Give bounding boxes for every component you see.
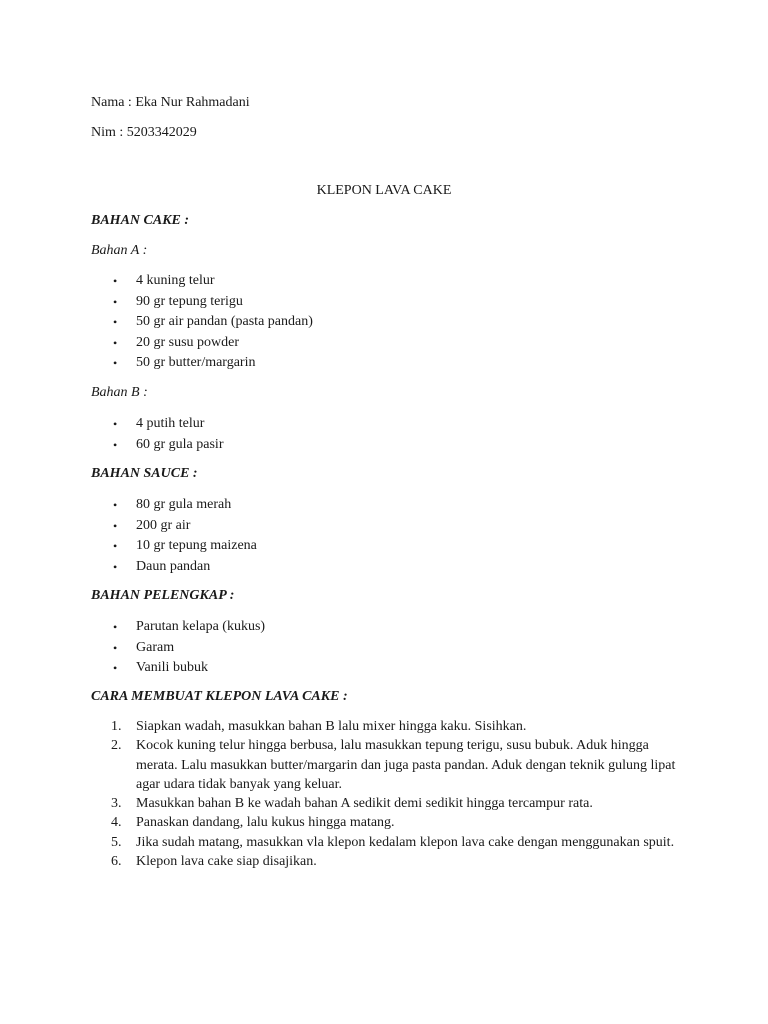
step-item bbox=[0, 717, 686, 736]
step-item bbox=[0, 833, 686, 852]
step-item bbox=[0, 852, 686, 871]
recipe-title: KLEPON LAVA CAKE bbox=[316, 183, 452, 198]
cara-membuat-heading: CARA MEMBUAT KLEPON LAVA CAKE : bbox=[91, 689, 348, 704]
bullet-icon: • bbox=[113, 356, 118, 370]
cara-membuat-steps bbox=[0, 717, 686, 871]
bahan-sauce-list bbox=[0, 495, 257, 577]
list-item bbox=[0, 292, 313, 313]
list-item-text: 20 gr susu powder bbox=[136, 334, 240, 350]
list-item-text: Daun pandan bbox=[136, 558, 211, 574]
list-item bbox=[0, 557, 257, 578]
list-item bbox=[0, 435, 223, 456]
step-item bbox=[0, 813, 686, 832]
student-name: Nama : Eka Nur Rahmadani bbox=[91, 95, 250, 110]
list-item bbox=[0, 658, 265, 679]
step-number: 6. bbox=[111, 854, 122, 870]
list-item-text: 10 gr tepung maizena bbox=[136, 538, 257, 553]
bahan-a-list bbox=[0, 271, 313, 374]
bahan-b-list bbox=[0, 414, 223, 455]
step-text: Jika sudah matang, masukkan vla klepon kedalam klepon lava cake dengan menggunakan spuit. bbox=[136, 834, 675, 850]
list-item-text: 200 gr air bbox=[136, 517, 191, 533]
bullet-icon: • bbox=[113, 437, 118, 452]
step-text: Kocok kuning telur hingga berbusa, lalu masukkan tepung terigu, susu bubuk. Aduk hingga merata. Lalu masukkan butter/margarin dan juga pasta pandan. Aduk dengan teknik gulung lipat agar udara tidak banyak yang keluar. bbox=[136, 738, 676, 792]
step-item bbox=[0, 736, 686, 794]
student-nim: Nim : 5203342029 bbox=[91, 125, 197, 140]
list-item-text: 4 putih telur bbox=[136, 416, 205, 431]
bullet-icon: • bbox=[113, 294, 118, 309]
bullet-icon: • bbox=[113, 335, 118, 350]
step-text: Klepon lava cake siap disajikan. bbox=[136, 854, 317, 870]
bahan-a-label: Bahan A : bbox=[91, 243, 148, 258]
step-item bbox=[0, 794, 686, 813]
bahan-pelengkap-heading: BAHAN PELENGKAP : bbox=[91, 588, 235, 603]
bullet-icon: • bbox=[113, 498, 118, 512]
list-item bbox=[0, 516, 257, 537]
list-item-text: Vanili bubuk bbox=[136, 660, 208, 675]
bullet-icon: • bbox=[113, 620, 118, 634]
bullet-icon: • bbox=[113, 518, 118, 533]
step-text: Siapkan wadah, masukkan bahan B lalu mixer hingga kaku. Sisihkan. bbox=[136, 719, 527, 734]
list-item bbox=[0, 617, 265, 638]
list-item-text: 50 gr butter/margarin bbox=[136, 355, 256, 370]
step-text: Masukkan bahan B ke wadah bahan A sedikit demi sedikit hingga tercampur rata. bbox=[136, 796, 593, 812]
list-item bbox=[0, 638, 265, 659]
bullet-icon: • bbox=[113, 661, 118, 675]
step-number: 3. bbox=[111, 796, 122, 812]
step-number: 4. bbox=[111, 815, 122, 831]
list-item bbox=[0, 536, 257, 557]
list-item-text: 50 gr air pandan (pasta pandan) bbox=[136, 314, 313, 329]
list-item bbox=[0, 414, 223, 435]
list-item-text: 80 gr gula merah bbox=[136, 497, 232, 512]
bullet-icon: • bbox=[113, 315, 118, 329]
bullet-icon: • bbox=[113, 274, 118, 288]
list-item bbox=[0, 353, 313, 374]
bullet-icon: • bbox=[113, 559, 118, 574]
step-number: 5. bbox=[111, 834, 122, 850]
step-number: 1. bbox=[111, 719, 122, 734]
bahan-sauce-heading: BAHAN SAUCE : bbox=[91, 466, 198, 481]
step-text: Panaskan dandang, lalu kukus hingga matang. bbox=[136, 815, 395, 831]
bahan-b-label: Bahan B : bbox=[91, 385, 148, 400]
step-number: 2. bbox=[111, 738, 122, 754]
bullet-icon: • bbox=[113, 539, 118, 553]
list-item-text: 60 gr gula pasir bbox=[136, 436, 224, 452]
list-item-text: Garam bbox=[136, 639, 175, 655]
bahan-pelengkap-list bbox=[0, 617, 265, 679]
list-item bbox=[0, 495, 257, 516]
bullet-icon: • bbox=[113, 640, 118, 655]
list-item-text: Parutan kelapa (kukus) bbox=[136, 619, 266, 634]
bullet-icon: • bbox=[113, 417, 118, 431]
list-item bbox=[0, 312, 313, 333]
list-item-text: 4 kuning telur bbox=[136, 273, 215, 288]
list-item bbox=[0, 271, 313, 292]
bahan-cake-heading: BAHAN CAKE : bbox=[91, 213, 190, 228]
list-item-text: 90 gr tepung terigu bbox=[136, 293, 243, 309]
list-item bbox=[0, 333, 313, 354]
